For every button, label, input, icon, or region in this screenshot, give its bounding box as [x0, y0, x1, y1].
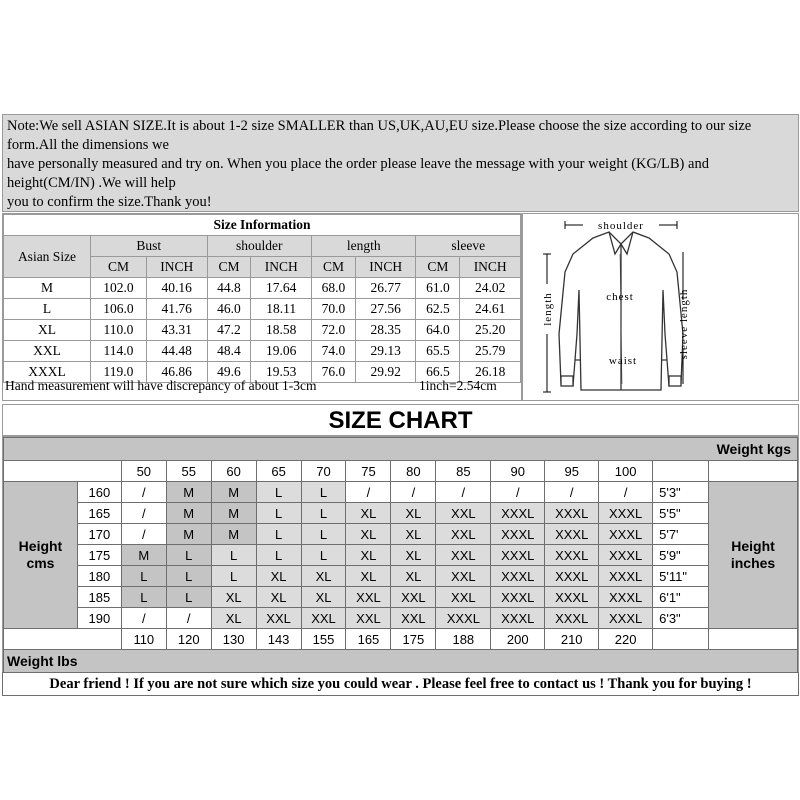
- measurement-cell: 110.0: [91, 320, 147, 341]
- height-row: [4, 608, 798, 629]
- size-cell: XXL: [436, 587, 491, 608]
- height-cm-cell: 170: [77, 524, 121, 545]
- measurement-footnote: Hand measurement will have discrepancy of about 1-3cm: [5, 378, 317, 393]
- size-cell: XXXL: [545, 545, 599, 566]
- size-cell: XL: [391, 566, 436, 587]
- sleeve-length-label: sleeve length: [678, 288, 690, 360]
- asian-size-cell: XL: [4, 320, 91, 341]
- size-info-row: [4, 320, 521, 341]
- size-cell: XXXL: [545, 608, 599, 629]
- size-cell: XXXL: [436, 608, 491, 629]
- size-chart-table: [3, 437, 798, 673]
- size-cell: XL: [301, 566, 346, 587]
- size-cell: L: [166, 587, 211, 608]
- size-cell: L: [166, 566, 211, 587]
- height-row: [4, 545, 798, 566]
- measurement-cell: 28.35: [355, 320, 416, 341]
- measurement-cell: 24.61: [460, 299, 521, 320]
- measurement-cell: 27.56: [355, 299, 416, 320]
- weight-lb-cell: 155: [301, 629, 346, 650]
- group-header: Bust: [91, 236, 208, 257]
- weight-lb-cell: 130: [211, 629, 256, 650]
- measurement-cell: 17.64: [251, 278, 312, 299]
- height-inches-label-line: inches: [730, 555, 776, 571]
- height-cms-label-line: cms: [26, 555, 55, 571]
- size-cell: /: [346, 482, 391, 503]
- measurement-cell: 19.53: [251, 362, 312, 383]
- size-cell: XXL: [436, 503, 491, 524]
- measurement-cell: 41.76: [146, 299, 207, 320]
- size-cell: L: [256, 503, 301, 524]
- size-cell: XL: [211, 608, 256, 629]
- size-information-title: Size Information: [4, 215, 521, 236]
- blank-cell: [653, 629, 709, 650]
- measurement-cell: 66.5: [416, 362, 460, 383]
- size-cell: /: [436, 482, 491, 503]
- size-cell: L: [301, 482, 346, 503]
- measurement-cell: 68.0: [312, 278, 356, 299]
- size-cell: XXL: [436, 524, 491, 545]
- unit-header: CM: [91, 257, 147, 278]
- size-cell: XL: [301, 587, 346, 608]
- height-cm-cell: 165: [77, 503, 121, 524]
- size-cell: /: [491, 482, 545, 503]
- weight-kg-cell: 75: [346, 461, 391, 482]
- blank-cell: [4, 629, 122, 650]
- size-cell: XXXL: [491, 524, 545, 545]
- weight-lb-cell: 143: [256, 629, 301, 650]
- weight-kg-cell: 65: [256, 461, 301, 482]
- blank-cell: [709, 629, 798, 650]
- measurement-cell: 46.0: [207, 299, 251, 320]
- size-cell: XXL: [436, 566, 491, 587]
- height-inches-label-line: Height: [731, 538, 775, 554]
- size-cell: XXXL: [545, 524, 599, 545]
- size-cell: XXXL: [599, 608, 653, 629]
- unit-header: CM: [312, 257, 356, 278]
- group-header: sleeve: [416, 236, 521, 257]
- note-line: Note:We sell ASIAN SIZE.It is about 1-2 size SMALLER than US,UK,AU,EU size.Please choose the size according to our size: [7, 118, 752, 134]
- asian-size-header: Asian Size: [4, 236, 91, 278]
- weight-kg-cell: 80: [391, 461, 436, 482]
- weight-kg-cell: 55: [166, 461, 211, 482]
- height-inch-cell: 6'3": [653, 608, 709, 629]
- measurement-cell: 25.79: [460, 341, 521, 362]
- unit-header: INCH: [146, 257, 207, 278]
- size-cell: XXXL: [491, 503, 545, 524]
- height-row: [4, 566, 798, 587]
- note-line: have personally measured and try on. When you place the order please leave the message with your weight (KG/LB) and: [7, 156, 709, 172]
- group-header: shoulder: [207, 236, 311, 257]
- weight-lb-cell: 220: [599, 629, 653, 650]
- weight-lbs-row: [4, 629, 798, 650]
- measurement-cell: 29.92: [355, 362, 416, 383]
- size-cell: /: [121, 524, 166, 545]
- height-row: [4, 503, 798, 524]
- size-cell: /: [391, 482, 436, 503]
- size-cell: XL: [256, 587, 301, 608]
- unit-header: CM: [416, 257, 460, 278]
- size-cell: L: [256, 524, 301, 545]
- size-cell: XXL: [301, 608, 346, 629]
- weight-lb-cell: 210: [545, 629, 599, 650]
- height-cm-cell: 175: [77, 545, 121, 566]
- measurement-cell: 25.20: [460, 320, 521, 341]
- size-cell: L: [211, 566, 256, 587]
- size-chart-panel: [2, 436, 799, 696]
- measurement-cell: 43.31: [146, 320, 207, 341]
- note-line: form.All the dimensions we: [7, 137, 169, 153]
- note-box: [2, 114, 799, 212]
- measurement-cell: 26.18: [460, 362, 521, 383]
- weight-kg-cell: 100: [599, 461, 653, 482]
- height-cms-label-line: Height: [18, 538, 63, 554]
- size-cell: /: [166, 608, 211, 629]
- size-cell: /: [545, 482, 599, 503]
- weight-lb-cell: 188: [436, 629, 491, 650]
- size-cell: XL: [346, 524, 391, 545]
- unit-header: CM: [207, 257, 251, 278]
- size-cell: M: [166, 524, 211, 545]
- blank-cell: [4, 461, 122, 482]
- size-cell: XXXL: [545, 587, 599, 608]
- size-info-row: [4, 341, 521, 362]
- size-chart-rows: [4, 482, 798, 629]
- size-cell: XL: [211, 587, 256, 608]
- measurement-cell: 49.6: [207, 362, 251, 383]
- measurement-cell: 47.2: [207, 320, 251, 341]
- measurement-cell: 106.0: [91, 299, 147, 320]
- measurement-cell: 26.77: [355, 278, 416, 299]
- weight-kg-cell: 90: [491, 461, 545, 482]
- height-cm-cell: 185: [77, 587, 121, 608]
- size-cell: M: [121, 545, 166, 566]
- asian-size-cell: XXXL: [4, 362, 91, 383]
- height-inch-cell: 5'7': [653, 524, 709, 545]
- height-cm-cell: 190: [77, 608, 121, 629]
- size-cell: L: [121, 566, 166, 587]
- weight-kg-cell: 95: [545, 461, 599, 482]
- weight-kgs-header: Weight kgs: [4, 438, 798, 461]
- height-row: [4, 482, 798, 503]
- size-cell: L: [301, 524, 346, 545]
- length-label: length: [542, 292, 554, 326]
- size-cell: L: [121, 587, 166, 608]
- size-chart-title: SIZE CHART: [2, 404, 799, 436]
- asian-size-cell: XXL: [4, 341, 91, 362]
- height-row: [4, 587, 798, 608]
- weight-lb-cell: 120: [166, 629, 211, 650]
- size-cell: XXXL: [599, 503, 653, 524]
- measurement-cell: 102.0: [91, 278, 147, 299]
- size-cell: M: [211, 524, 256, 545]
- measurement-cell: 119.0: [91, 362, 147, 383]
- measurement-cell: 29.13: [355, 341, 416, 362]
- height-inch-cell: 5'5": [653, 503, 709, 524]
- weight-lb-cell: 175: [391, 629, 436, 650]
- measurement-cell: 65.5: [416, 341, 460, 362]
- height-cm-cell: 160: [77, 482, 121, 503]
- weight-kg-cell: 85: [436, 461, 491, 482]
- blank-cell: [653, 461, 709, 482]
- size-cell: XXXL: [599, 587, 653, 608]
- size-information-rows: [4, 278, 521, 383]
- measurement-cell: 76.0: [312, 362, 356, 383]
- size-cell: XXXL: [599, 545, 653, 566]
- size-cell: L: [166, 545, 211, 566]
- chest-label: chest: [606, 291, 634, 303]
- group-header: length: [312, 236, 416, 257]
- size-cell: XXL: [391, 587, 436, 608]
- size-cell: XXXL: [491, 545, 545, 566]
- size-cell: XL: [346, 503, 391, 524]
- note-line: you to confirm the size.Thank you!: [7, 194, 212, 210]
- size-cell: XXXL: [491, 587, 545, 608]
- size-cell: XXXL: [599, 524, 653, 545]
- size-cell: XL: [391, 524, 436, 545]
- asian-size-cell: M: [4, 278, 91, 299]
- measurement-cell: 44.8: [207, 278, 251, 299]
- measurement-cell: 62.5: [416, 299, 460, 320]
- height-inch-cell: 5'9": [653, 545, 709, 566]
- size-cell: XXL: [391, 608, 436, 629]
- measurement-cell: 40.16: [146, 278, 207, 299]
- size-cell: XXXL: [491, 608, 545, 629]
- size-cell: XL: [346, 566, 391, 587]
- size-cell: /: [121, 608, 166, 629]
- measurement-cell: 18.58: [251, 320, 312, 341]
- measurement-cell: 74.0: [312, 341, 356, 362]
- height-cm-cell: 180: [77, 566, 121, 587]
- unit-header: INCH: [355, 257, 416, 278]
- unit-header: INCH: [460, 257, 521, 278]
- size-cell: /: [121, 482, 166, 503]
- size-information-panel: [2, 213, 522, 401]
- shirt-diagram: [523, 214, 798, 400]
- size-cell: /: [121, 503, 166, 524]
- size-info-row: [4, 278, 521, 299]
- height-inch-cell: 5'3": [653, 482, 709, 503]
- size-cell: L: [211, 545, 256, 566]
- unit-header: INCH: [251, 257, 312, 278]
- measurement-cell: 18.11: [251, 299, 312, 320]
- size-cell: XXXL: [599, 566, 653, 587]
- weight-kgs-row: [4, 461, 798, 482]
- waist-label: waist: [608, 355, 638, 367]
- weight-kg-cell: 70: [301, 461, 346, 482]
- size-cell: XXXL: [545, 503, 599, 524]
- measurement-cell: 46.86: [146, 362, 207, 383]
- measurement-cell: 114.0: [91, 341, 147, 362]
- size-cell: XL: [346, 545, 391, 566]
- size-cell: L: [256, 545, 301, 566]
- measurement-cell: 44.48: [146, 341, 207, 362]
- size-cell: L: [256, 482, 301, 503]
- height-inch-cell: 6'1": [653, 587, 709, 608]
- size-cell: XXXL: [545, 566, 599, 587]
- height-row: [4, 524, 798, 545]
- size-cell: M: [166, 482, 211, 503]
- measurement-cell: 61.0: [416, 278, 460, 299]
- size-cell: L: [301, 503, 346, 524]
- size-cell: M: [211, 503, 256, 524]
- weight-kg-cell: 50: [121, 461, 166, 482]
- note-line: height(CM/IN) .We will help: [7, 175, 176, 191]
- height-inches-label: [709, 482, 798, 629]
- shoulder-label: shoulder: [598, 220, 644, 232]
- size-cell: M: [211, 482, 256, 503]
- weight-lb-cell: 165: [346, 629, 391, 650]
- size-cell: M: [166, 503, 211, 524]
- measurement-cell: 70.0: [312, 299, 356, 320]
- blank-cell: [709, 461, 798, 482]
- height-cms-label: [4, 482, 78, 629]
- size-information-table: [3, 214, 521, 383]
- size-cell: XXL: [256, 608, 301, 629]
- weight-lbs-header: Weight lbs: [4, 650, 798, 673]
- measurement-cell: 48.4: [207, 341, 251, 362]
- height-inch-cell: 5'11": [653, 566, 709, 587]
- shirt-diagram-panel: [522, 213, 799, 401]
- measurement-cell: 19.06: [251, 341, 312, 362]
- asian-size-cell: L: [4, 299, 91, 320]
- inch-conversion: 1inch=2.54cm: [419, 378, 497, 393]
- size-cell: /: [599, 482, 653, 503]
- measurement-cell: 24.02: [460, 278, 521, 299]
- measurement-cell: 72.0: [312, 320, 356, 341]
- measurement-cell: 64.0: [416, 320, 460, 341]
- size-cell: L: [301, 545, 346, 566]
- size-cell: XXL: [346, 587, 391, 608]
- weight-lb-cell: 110: [121, 629, 166, 650]
- weight-lb-cell: 200: [491, 629, 545, 650]
- size-cell: XL: [256, 566, 301, 587]
- footer-message: Dear friend ! If you are not sure which size you could wear . Please feel free to contact us ! Thank you for buying !: [2, 672, 799, 696]
- weight-kg-cell: 60: [211, 461, 256, 482]
- size-cell: XXXL: [491, 566, 545, 587]
- size-cell: XL: [391, 503, 436, 524]
- size-info-row: [4, 299, 521, 320]
- size-cell: XXL: [436, 545, 491, 566]
- size-cell: XL: [391, 545, 436, 566]
- size-cell: XXL: [346, 608, 391, 629]
